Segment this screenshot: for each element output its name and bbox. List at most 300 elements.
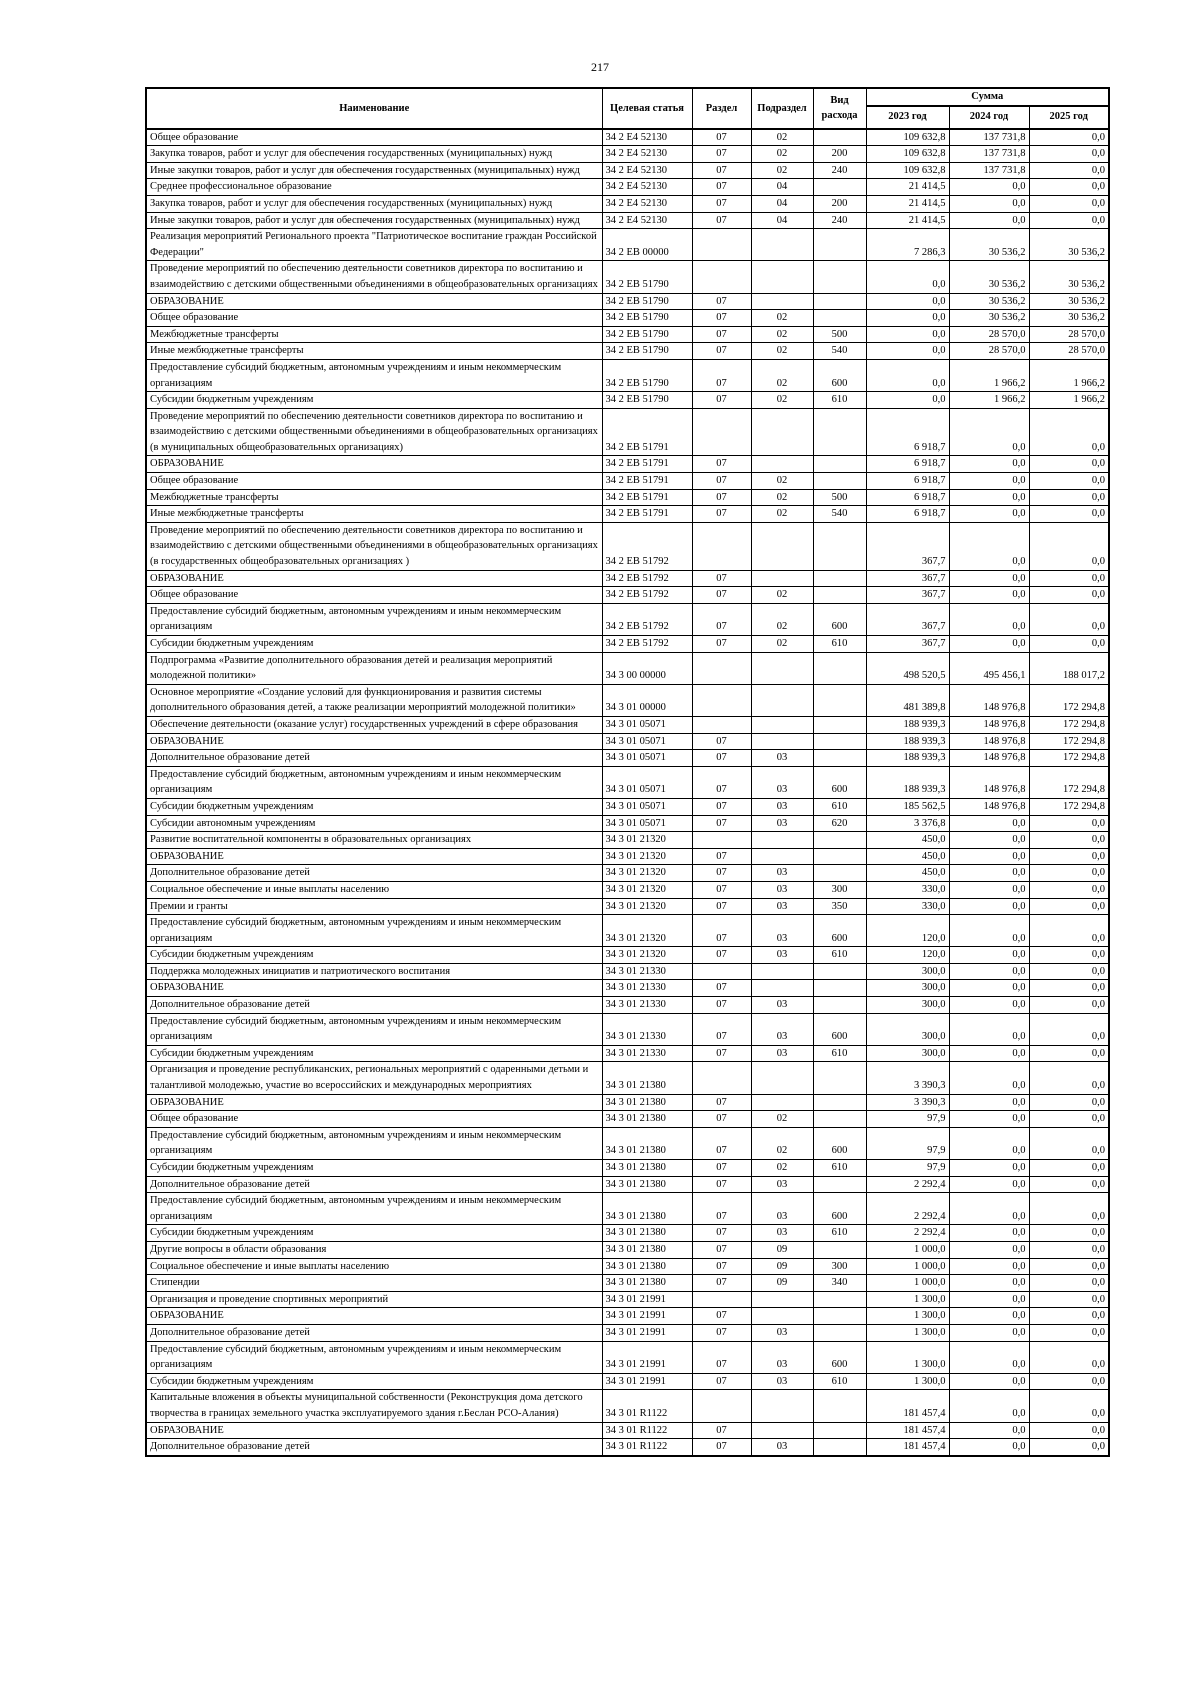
- cell-subsection: [751, 1291, 813, 1308]
- cell-name: Проведение мероприятий по обеспечению деятельности советников директора по воспитанию и взаимодействию с детскими общественными объединениями в общеобразовательных организациях: [146, 261, 602, 293]
- cell-target: 34 3 01 21320: [602, 898, 692, 915]
- cell-2023: 181 457,4: [866, 1422, 949, 1439]
- cell-2023: 450,0: [866, 832, 949, 849]
- cell-name: Социальное обеспечение и иные выплаты населению: [146, 1258, 602, 1275]
- cell-name: Организация и проведение республиканских, региональных мероприятий с одаренными детьми и талантливой молодежью, участие во всероссийских и международных мероприятиях: [146, 1062, 602, 1094]
- cell-2024: 0,0: [949, 179, 1029, 196]
- cell-subsection: 02: [751, 473, 813, 490]
- cell-2024: 0,0: [949, 1127, 1029, 1159]
- cell-section: 07: [692, 129, 751, 146]
- cell-expense-type: [813, 980, 866, 997]
- cell-2025: 0,0: [1029, 1013, 1109, 1045]
- cell-section: 07: [692, 798, 751, 815]
- cell-section: 07: [692, 1225, 751, 1242]
- table-row: [146, 1439, 1109, 1456]
- cell-2025: 0,0: [1029, 1308, 1109, 1325]
- cell-2024: 0,0: [949, 570, 1029, 587]
- cell-subsection: 09: [751, 1241, 813, 1258]
- cell-section: 07: [692, 310, 751, 327]
- cell-subsection: 02: [751, 129, 813, 146]
- cell-subsection: 03: [751, 1013, 813, 1045]
- cell-target: 34 2 Е4 52130: [602, 212, 692, 229]
- cell-expense-type: 600: [813, 1193, 866, 1225]
- cell-target: 34 3 01 21991: [602, 1324, 692, 1341]
- cell-2023: 367,7: [866, 570, 949, 587]
- header-section: Раздел: [692, 88, 751, 129]
- table-row: [146, 1062, 1109, 1094]
- cell-section: 07: [692, 898, 751, 915]
- cell-name: Обеспечение деятельности (оказание услуг) государственных учреждений в сфере образования: [146, 716, 602, 733]
- cell-2023: 450,0: [866, 865, 949, 882]
- cell-target: 34 3 01 21991: [602, 1291, 692, 1308]
- cell-2025: 0,0: [1029, 146, 1109, 163]
- cell-expense-type: 340: [813, 1275, 866, 1292]
- cell-2023: 0,0: [866, 293, 949, 310]
- cell-2025: 0,0: [1029, 947, 1109, 964]
- table-row: [146, 195, 1109, 212]
- cell-target: 34 2 ЕВ 51792: [602, 636, 692, 653]
- cell-2025: 30 536,2: [1029, 293, 1109, 310]
- cell-2025: 0,0: [1029, 570, 1109, 587]
- cell-section: 07: [692, 997, 751, 1014]
- cell-name: Субсидии бюджетным учреждениям: [146, 947, 602, 964]
- cell-name: Предоставление субсидий бюджетным, автономным учреждениям и иным некоммерческим организациям: [146, 766, 602, 798]
- cell-2023: 185 562,5: [866, 798, 949, 815]
- cell-expense-type: 540: [813, 506, 866, 523]
- cell-2023: 367,7: [866, 522, 949, 570]
- cell-2025: 0,0: [1029, 1127, 1109, 1159]
- cell-section: 07: [692, 980, 751, 997]
- cell-target: 34 3 01 21330: [602, 980, 692, 997]
- cell-2023: 188 939,3: [866, 766, 949, 798]
- cell-subsection: [751, 570, 813, 587]
- cell-2024: 0,0: [949, 1176, 1029, 1193]
- cell-2024: 0,0: [949, 408, 1029, 456]
- cell-expense-type: [813, 1308, 866, 1325]
- cell-expense-type: 600: [813, 1127, 866, 1159]
- cell-name: Субсидии бюджетным учреждениям: [146, 1160, 602, 1177]
- table-row: [146, 1291, 1109, 1308]
- cell-2023: 300,0: [866, 1045, 949, 1062]
- cell-expense-type: [813, 733, 866, 750]
- cell-2025: 28 570,0: [1029, 343, 1109, 360]
- cell-expense-type: [813, 1422, 866, 1439]
- table-row: [146, 865, 1109, 882]
- cell-2025: 172 294,8: [1029, 798, 1109, 815]
- cell-2025: 28 570,0: [1029, 326, 1109, 343]
- cell-2024: 0,0: [949, 1062, 1029, 1094]
- cell-section: 07: [692, 1127, 751, 1159]
- cell-expense-type: [813, 865, 866, 882]
- cell-expense-type: 610: [813, 947, 866, 964]
- cell-name: Дополнительное образование детей: [146, 865, 602, 882]
- cell-2024: 148 976,8: [949, 798, 1029, 815]
- cell-2025: 0,0: [1029, 1160, 1109, 1177]
- cell-expense-type: [813, 652, 866, 684]
- cell-expense-type: 600: [813, 359, 866, 391]
- cell-2023: 0,0: [866, 310, 949, 327]
- cell-2025: 0,0: [1029, 179, 1109, 196]
- cell-2025: 0,0: [1029, 162, 1109, 179]
- cell-2025: 0,0: [1029, 1390, 1109, 1422]
- cell-target: 34 3 01 21320: [602, 915, 692, 947]
- cell-subsection: 03: [751, 1373, 813, 1390]
- cell-2024: 0,0: [949, 832, 1029, 849]
- cell-2024: 1 966,2: [949, 359, 1029, 391]
- cell-expense-type: [813, 570, 866, 587]
- cell-section: 07: [692, 815, 751, 832]
- cell-2024: 148 976,8: [949, 716, 1029, 733]
- cell-expense-type: [813, 1324, 866, 1341]
- cell-name: Проведение мероприятий по обеспечению деятельности советников директора по воспитанию и взаимодействию с детскими общественными объединениями в общеобразовательных организациях (в государственных общеобразовательных организациях ): [146, 522, 602, 570]
- cell-2025: 30 536,2: [1029, 310, 1109, 327]
- cell-target: 34 2 ЕВ 51790: [602, 310, 692, 327]
- cell-2024: 0,0: [949, 587, 1029, 604]
- cell-2025: 172 294,8: [1029, 684, 1109, 716]
- cell-expense-type: [813, 293, 866, 310]
- cell-subsection: [751, 733, 813, 750]
- cell-subsection: 02: [751, 603, 813, 635]
- cell-expense-type: [813, 684, 866, 716]
- cell-2024: 0,0: [949, 212, 1029, 229]
- cell-subsection: [751, 684, 813, 716]
- table-row: [146, 506, 1109, 523]
- cell-section: 07: [692, 865, 751, 882]
- cell-2023: 3 390,3: [866, 1062, 949, 1094]
- cell-2025: 0,0: [1029, 1422, 1109, 1439]
- cell-target: 34 2 ЕВ 51790: [602, 343, 692, 360]
- cell-section: 07: [692, 162, 751, 179]
- cell-subsection: 03: [751, 881, 813, 898]
- cell-target: 34 2 Е4 52130: [602, 129, 692, 146]
- header-2024: 2024 год: [949, 106, 1029, 129]
- cell-section: 07: [692, 1308, 751, 1325]
- cell-target: 34 3 01 05071: [602, 815, 692, 832]
- cell-expense-type: [813, 1062, 866, 1094]
- cell-subsection: [751, 716, 813, 733]
- cell-section: 07: [692, 1241, 751, 1258]
- cell-subsection: [751, 963, 813, 980]
- cell-target: 34 3 01 05071: [602, 750, 692, 767]
- table-row: [146, 392, 1109, 409]
- cell-2024: 0,0: [949, 947, 1029, 964]
- table-row: [146, 1013, 1109, 1045]
- cell-2024: 0,0: [949, 963, 1029, 980]
- cell-2024: 495 456,1: [949, 652, 1029, 684]
- cell-subsection: 02: [751, 343, 813, 360]
- cell-section: [692, 1062, 751, 1094]
- cell-section: 07: [692, 456, 751, 473]
- cell-subsection: 03: [751, 1324, 813, 1341]
- cell-2025: 0,0: [1029, 1258, 1109, 1275]
- table-row: [146, 179, 1109, 196]
- cell-target: 34 3 01 21380: [602, 1275, 692, 1292]
- cell-2023: 498 520,5: [866, 652, 949, 684]
- cell-section: [692, 652, 751, 684]
- cell-2024: 30 536,2: [949, 229, 1029, 261]
- cell-2025: 30 536,2: [1029, 261, 1109, 293]
- cell-expense-type: [813, 1094, 866, 1111]
- cell-target: 34 3 01 21380: [602, 1111, 692, 1128]
- cell-expense-type: 610: [813, 798, 866, 815]
- cell-subsection: 02: [751, 636, 813, 653]
- cell-2023: 330,0: [866, 881, 949, 898]
- cell-name: Стипендии: [146, 1275, 602, 1292]
- cell-2023: 367,7: [866, 587, 949, 604]
- cell-2023: 6 918,7: [866, 506, 949, 523]
- cell-name: Дополнительное образование детей: [146, 750, 602, 767]
- cell-2023: 300,0: [866, 1013, 949, 1045]
- cell-2025: 1 966,2: [1029, 359, 1109, 391]
- cell-2025: 0,0: [1029, 997, 1109, 1014]
- cell-section: [692, 684, 751, 716]
- cell-subsection: 02: [751, 587, 813, 604]
- cell-2025: 0,0: [1029, 881, 1109, 898]
- cell-2023: 181 457,4: [866, 1439, 949, 1456]
- cell-2024: 0,0: [949, 1045, 1029, 1062]
- cell-subsection: 02: [751, 146, 813, 163]
- cell-expense-type: [813, 1111, 866, 1128]
- cell-subsection: [751, 1094, 813, 1111]
- cell-2024: 0,0: [949, 1225, 1029, 1242]
- cell-target: 34 3 00 00000: [602, 652, 692, 684]
- cell-2023: 6 918,7: [866, 408, 949, 456]
- cell-2024: 0,0: [949, 980, 1029, 997]
- cell-2024: 0,0: [949, 997, 1029, 1014]
- cell-2025: 0,0: [1029, 832, 1109, 849]
- cell-name: Среднее профессиональное образование: [146, 179, 602, 196]
- cell-section: 07: [692, 1160, 751, 1177]
- cell-section: [692, 1291, 751, 1308]
- cell-target: 34 3 01 21380: [602, 1241, 692, 1258]
- cell-subsection: 02: [751, 1160, 813, 1177]
- cell-target: 34 3 01 R1122: [602, 1422, 692, 1439]
- cell-subsection: [751, 1308, 813, 1325]
- cell-2024: 0,0: [949, 915, 1029, 947]
- cell-2024: 0,0: [949, 1308, 1029, 1325]
- cell-name: Дополнительное образование детей: [146, 1439, 602, 1456]
- cell-name: Общее образование: [146, 310, 602, 327]
- cell-expense-type: [813, 848, 866, 865]
- cell-2025: 0,0: [1029, 963, 1109, 980]
- cell-2025: 0,0: [1029, 1324, 1109, 1341]
- cell-name: Предоставление субсидий бюджетным, автономным учреждениям и иным некоммерческим организациям: [146, 1013, 602, 1045]
- cell-target: 34 3 01 21330: [602, 997, 692, 1014]
- cell-2025: 0,0: [1029, 1439, 1109, 1456]
- cell-subsection: 03: [751, 798, 813, 815]
- cell-2025: 172 294,8: [1029, 750, 1109, 767]
- cell-section: 07: [692, 1258, 751, 1275]
- table-row: [146, 1308, 1109, 1325]
- cell-2025: 1 966,2: [1029, 392, 1109, 409]
- cell-name: ОБРАЗОВАНИЕ: [146, 1094, 602, 1111]
- cell-section: 07: [692, 1111, 751, 1128]
- cell-section: 07: [692, 1176, 751, 1193]
- cell-name: Общее образование: [146, 129, 602, 146]
- cell-subsection: 03: [751, 947, 813, 964]
- cell-section: 07: [692, 848, 751, 865]
- cell-expense-type: 300: [813, 881, 866, 898]
- table-row: [146, 652, 1109, 684]
- cell-expense-type: [813, 587, 866, 604]
- header-2025: 2025 год: [1029, 106, 1109, 129]
- cell-expense-type: [813, 1176, 866, 1193]
- cell-expense-type: 610: [813, 636, 866, 653]
- cell-expense-type: 240: [813, 212, 866, 229]
- cell-section: 07: [692, 392, 751, 409]
- cell-2023: 300,0: [866, 980, 949, 997]
- cell-expense-type: [813, 997, 866, 1014]
- cell-2025: 0,0: [1029, 915, 1109, 947]
- cell-2025: 0,0: [1029, 129, 1109, 146]
- cell-2023: 1 000,0: [866, 1275, 949, 1292]
- cell-2023: 2 292,4: [866, 1225, 949, 1242]
- cell-2025: 0,0: [1029, 195, 1109, 212]
- cell-2025: 0,0: [1029, 456, 1109, 473]
- cell-target: 34 2 ЕВ 51790: [602, 392, 692, 409]
- cell-2023: 120,0: [866, 947, 949, 964]
- cell-2024: 0,0: [949, 898, 1029, 915]
- cell-2023: 6 918,7: [866, 473, 949, 490]
- cell-target: 34 3 01 R1122: [602, 1390, 692, 1422]
- table-row: [146, 1225, 1109, 1242]
- cell-2025: 0,0: [1029, 1373, 1109, 1390]
- cell-expense-type: [813, 750, 866, 767]
- cell-expense-type: [813, 1241, 866, 1258]
- cell-2024: 0,0: [949, 865, 1029, 882]
- cell-expense-type: [813, 456, 866, 473]
- cell-subsection: [751, 980, 813, 997]
- cell-2025: 0,0: [1029, 815, 1109, 832]
- cell-2023: 0,0: [866, 343, 949, 360]
- cell-name: ОБРАЗОВАНИЕ: [146, 293, 602, 310]
- cell-2023: 109 632,8: [866, 162, 949, 179]
- cell-name: Иные закупки товаров, работ и услуг для обеспечения государственных (муниципальных) нужд: [146, 212, 602, 229]
- cell-name: Организация и проведение спортивных мероприятий: [146, 1291, 602, 1308]
- cell-2023: 97,9: [866, 1111, 949, 1128]
- cell-target: 34 2 ЕВ 51790: [602, 261, 692, 293]
- cell-name: Развитие воспитательной компоненты в образовательных организациях: [146, 832, 602, 849]
- cell-section: 07: [692, 1045, 751, 1062]
- cell-target: 34 2 ЕВ 51790: [602, 326, 692, 343]
- cell-subsection: 03: [751, 1439, 813, 1456]
- cell-section: 07: [692, 915, 751, 947]
- cell-expense-type: [813, 408, 866, 456]
- cell-2023: 21 414,5: [866, 212, 949, 229]
- cell-2025: 0,0: [1029, 898, 1109, 915]
- cell-subsection: 03: [751, 898, 813, 915]
- cell-target: 34 3 01 21991: [602, 1341, 692, 1373]
- cell-2023: 300,0: [866, 997, 949, 1014]
- cell-expense-type: 620: [813, 815, 866, 832]
- cell-2023: 367,7: [866, 603, 949, 635]
- cell-target: 34 3 01 21320: [602, 832, 692, 849]
- table-row: [146, 1341, 1109, 1373]
- cell-target: 34 3 01 21380: [602, 1094, 692, 1111]
- cell-2024: 137 731,8: [949, 162, 1029, 179]
- cell-expense-type: 600: [813, 603, 866, 635]
- cell-2025: 0,0: [1029, 1062, 1109, 1094]
- table-row: [146, 326, 1109, 343]
- cell-subsection: 02: [751, 506, 813, 523]
- cell-expense-type: [813, 473, 866, 490]
- cell-expense-type: 540: [813, 343, 866, 360]
- table-body: [146, 129, 1109, 1456]
- cell-target: 34 3 01 05071: [602, 798, 692, 815]
- cell-2023: 7 286,3: [866, 229, 949, 261]
- cell-2025: 0,0: [1029, 1094, 1109, 1111]
- cell-2024: 0,0: [949, 1275, 1029, 1292]
- cell-name: ОБРАЗОВАНИЕ: [146, 456, 602, 473]
- cell-2024: 0,0: [949, 1094, 1029, 1111]
- cell-2024: 0,0: [949, 1160, 1029, 1177]
- cell-expense-type: [813, 522, 866, 570]
- cell-name: Подпрограмма «Развитие дополнительного образования детей и реализация мероприятий молодежной политики»: [146, 652, 602, 684]
- cell-2025: 0,0: [1029, 848, 1109, 865]
- table-row: [146, 733, 1109, 750]
- cell-target: 34 3 01 21320: [602, 947, 692, 964]
- table-row: [146, 1390, 1109, 1422]
- cell-name: Субсидии бюджетным учреждениям: [146, 1225, 602, 1242]
- cell-name: Субсидии бюджетным учреждениям: [146, 1373, 602, 1390]
- cell-2025: 172 294,8: [1029, 766, 1109, 798]
- cell-2024: 0,0: [949, 1013, 1029, 1045]
- table-row: [146, 848, 1109, 865]
- cell-2023: 1 000,0: [866, 1258, 949, 1275]
- cell-2025: 0,0: [1029, 1111, 1109, 1128]
- header-target: Целевая статья: [602, 88, 692, 129]
- cell-2024: 0,0: [949, 881, 1029, 898]
- cell-expense-type: 600: [813, 1341, 866, 1373]
- cell-name: ОБРАЗОВАНИЕ: [146, 848, 602, 865]
- cell-2023: 1 300,0: [866, 1373, 949, 1390]
- cell-name: Дополнительное образование детей: [146, 1324, 602, 1341]
- cell-name: Предоставление субсидий бюджетным, автономным учреждениям и иным некоммерческим организациям: [146, 1127, 602, 1159]
- cell-target: 34 3 01 R1122: [602, 1439, 692, 1456]
- budget-table: [145, 87, 1110, 1457]
- cell-expense-type: [813, 1291, 866, 1308]
- cell-section: 07: [692, 146, 751, 163]
- cell-section: [692, 229, 751, 261]
- table-row: [146, 716, 1109, 733]
- cell-target: 34 2 ЕВ 51791: [602, 408, 692, 456]
- cell-2023: 300,0: [866, 963, 949, 980]
- table-row: [146, 293, 1109, 310]
- table-row: [146, 684, 1109, 716]
- cell-section: 07: [692, 489, 751, 506]
- table-row: [146, 1324, 1109, 1341]
- cell-section: 07: [692, 947, 751, 964]
- table-row: [146, 229, 1109, 261]
- cell-2024: 0,0: [949, 195, 1029, 212]
- cell-target: 34 3 01 21991: [602, 1308, 692, 1325]
- cell-section: [692, 1390, 751, 1422]
- cell-name: Предоставление субсидий бюджетным, автономным учреждениям и иным некоммерческим организациям: [146, 1193, 602, 1225]
- cell-expense-type: [813, 1390, 866, 1422]
- cell-2024: 0,0: [949, 815, 1029, 832]
- cell-2024: 30 536,2: [949, 261, 1029, 293]
- cell-name: ОБРАЗОВАНИЕ: [146, 1422, 602, 1439]
- cell-2024: 0,0: [949, 1373, 1029, 1390]
- cell-section: [692, 716, 751, 733]
- cell-2023: 1 000,0: [866, 1241, 949, 1258]
- table-row: [146, 1160, 1109, 1177]
- table-row: [146, 408, 1109, 456]
- table-row: [146, 947, 1109, 964]
- table-row: [146, 980, 1109, 997]
- cell-name: Предоставление субсидий бюджетным, автономным учреждениям и иным некоммерческим организациям: [146, 603, 602, 635]
- cell-2023: 1 300,0: [866, 1291, 949, 1308]
